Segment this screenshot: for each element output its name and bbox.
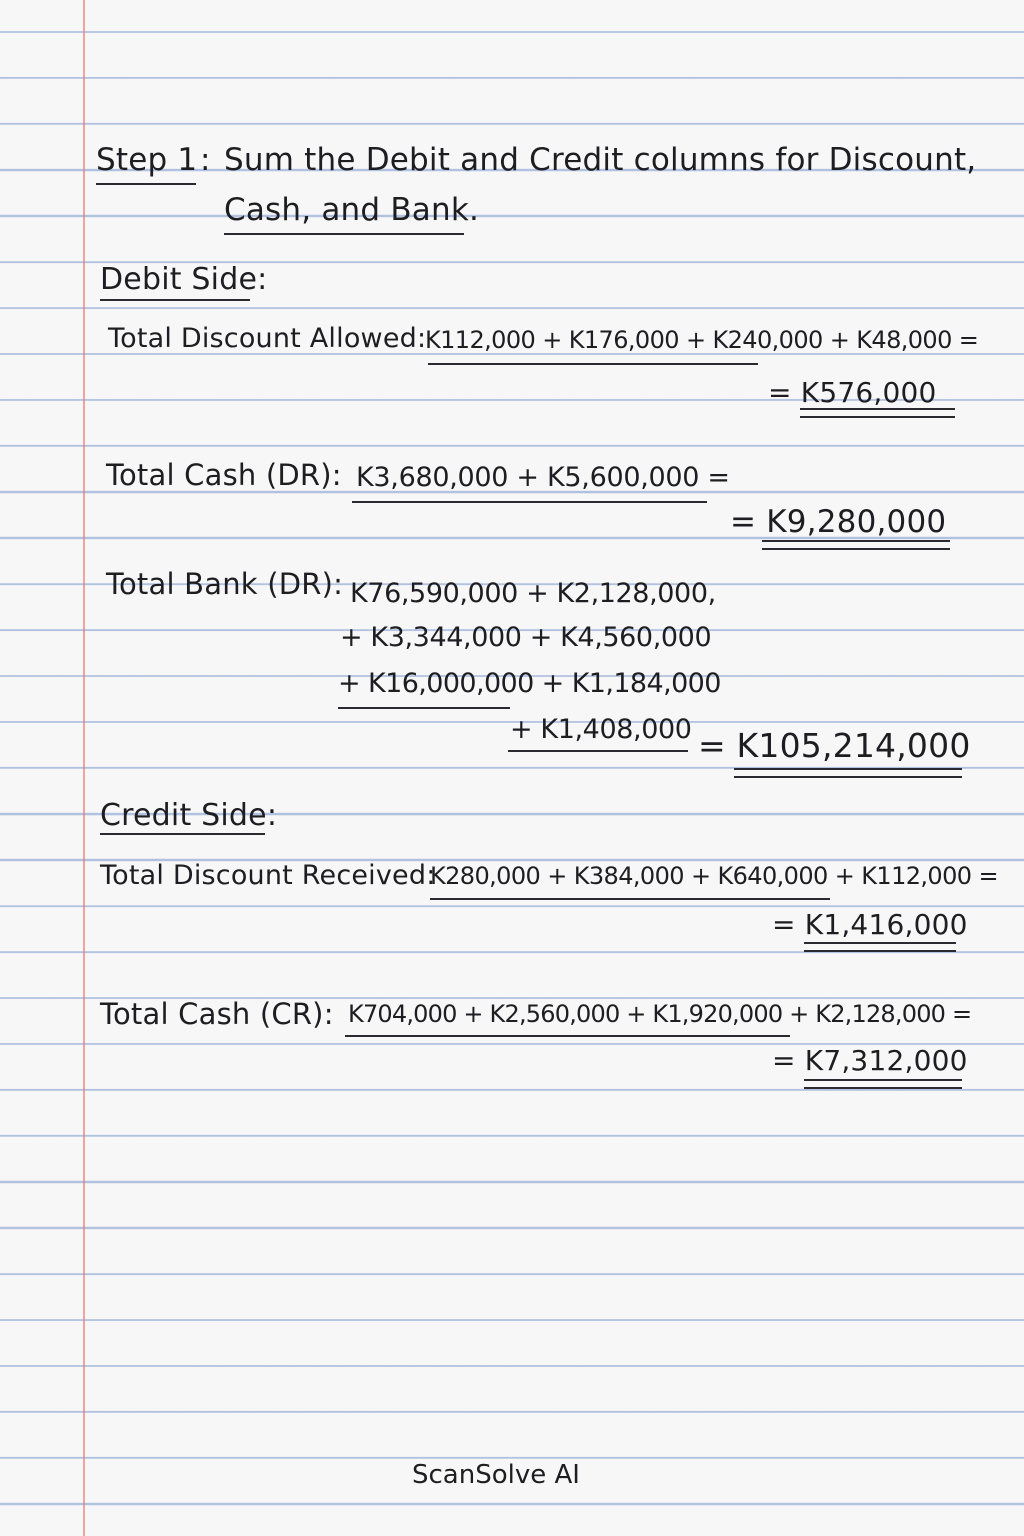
cash-dr-result: = K9,280,000 <box>730 504 947 540</box>
cash-cr-result: = K7,312,000 <box>772 1044 968 1077</box>
step-label-underline <box>96 183 196 185</box>
step-line2-underline <box>224 233 464 235</box>
bank-dr-line: K76,590,000 + K2,128,000, <box>350 578 716 609</box>
bank-dr-result-underline <box>734 768 962 778</box>
cash-dr-result-underline <box>762 540 950 550</box>
step-instruction-line1: Sum the Debit and Credit columns for Discount, <box>224 142 977 178</box>
bank-dr-line3-underline <box>338 707 510 709</box>
margin-line <box>83 0 85 1536</box>
discount-received-result-underline <box>804 942 956 952</box>
footer-brand: ScanSolve AI <box>412 1460 580 1490</box>
debit-heading-underline <box>100 299 250 301</box>
cash-cr-label: Total Cash (CR): <box>100 997 334 1031</box>
discount-received-label: Total Discount Received: <box>100 860 436 891</box>
cash-dr-label: Total Cash (DR): <box>106 458 342 492</box>
step-label: Step 1 <box>96 142 198 178</box>
cash-cr-result-underline <box>804 1079 962 1089</box>
bank-dr-line: + K3,344,000 + K4,560,000 <box>340 622 712 653</box>
discount-allowed-result: = K576,000 <box>768 376 937 409</box>
cash-dr-expression: K3,680,000 + K5,600,000 = <box>356 462 730 493</box>
step-instruction-line2: Cash, and Bank. <box>224 192 480 228</box>
discount-received-expression: K280,000 + K384,000 + K640,000 + K112,000 = <box>430 862 998 890</box>
discount-allowed-underline <box>428 363 758 365</box>
bank-dr-label: Total Bank (DR): <box>106 567 344 601</box>
debit-side-heading: Debit Side: <box>100 262 268 297</box>
bank-dr-line4-underline <box>508 750 688 752</box>
step-colon: : <box>200 142 211 178</box>
discount-allowed-expression: K112,000 + K176,000 + K240,000 + K48,000 = <box>425 326 979 354</box>
cash-dr-underline <box>352 501 707 503</box>
discount-allowed-result-underline <box>800 408 955 418</box>
credit-side-heading: Credit Side: <box>100 798 278 833</box>
discount-received-result: = K1,416,000 <box>772 908 968 941</box>
discount-received-underline <box>430 898 830 900</box>
cash-cr-expression: K704,000 + K2,560,000 + K1,920,000 + K2,128,000 = <box>348 1000 972 1028</box>
bank-dr-line: + K16,000,000 + K1,184,000 <box>338 668 721 699</box>
discount-allowed-label: Total Discount Allowed: <box>108 323 427 354</box>
bank-dr-line: + K1,408,000 <box>510 714 692 745</box>
cash-cr-underline <box>345 1035 790 1037</box>
credit-heading-underline <box>100 833 265 835</box>
bank-dr-result: = K105,214,000 <box>698 726 971 765</box>
